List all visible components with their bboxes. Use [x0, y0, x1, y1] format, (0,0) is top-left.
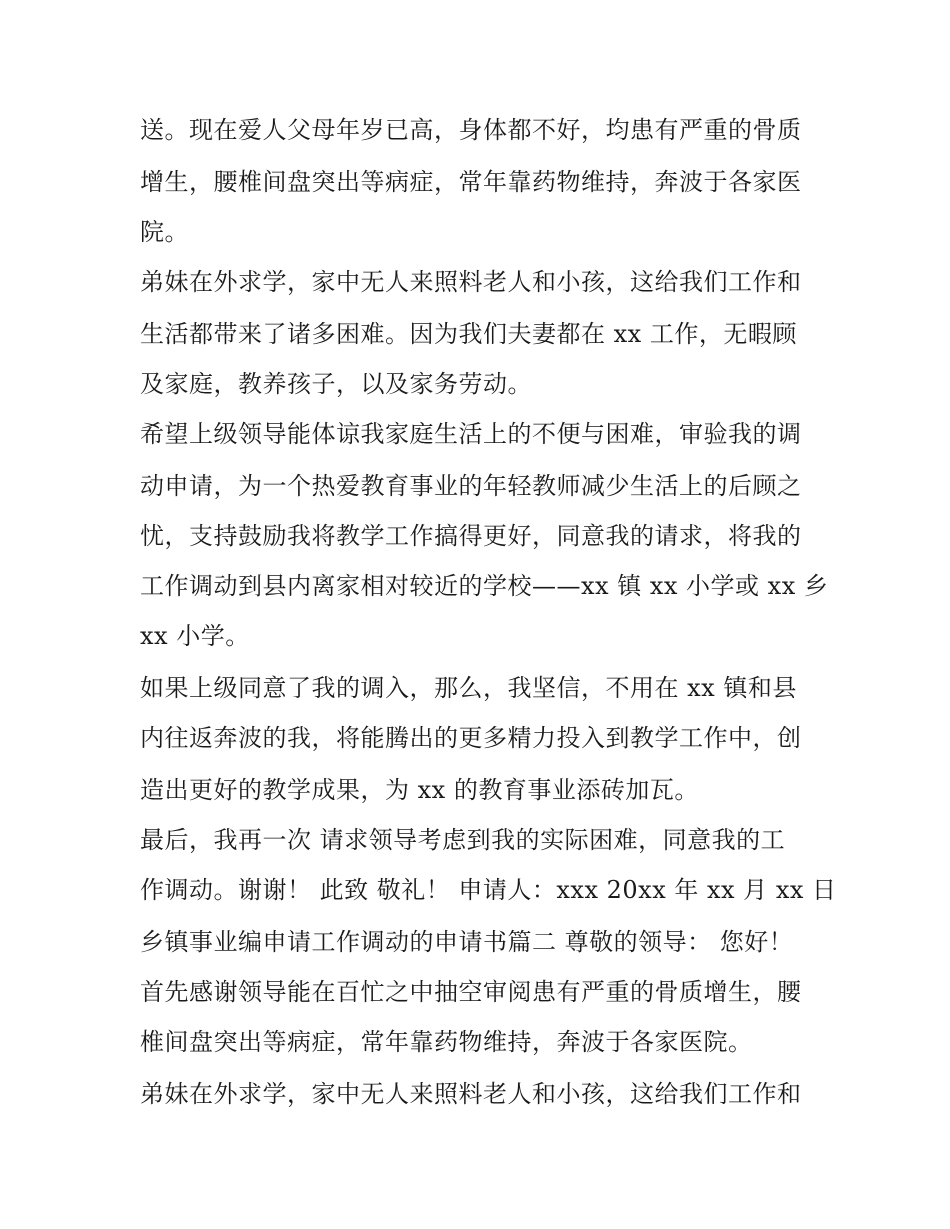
text-line: 弟妹在外求学，家中无人来照料老人和小孩，这给我们工作和	[140, 1080, 802, 1108]
text-line: 首先感谢领导能在百忙之中抽空审阅患有严重的骨质增生，腰	[140, 978, 802, 1006]
text-line: 希望上级领导能体谅我家庭生活上的不便与困难，审验我的调	[140, 420, 802, 448]
text-line: 生活都带来了诸多困难。因为我们夫妻都在 xx 工作，无暇顾	[140, 320, 797, 348]
text-line: 弟妹在外求学，家中无人来照料老人和小孩，这给我们工作和	[140, 268, 802, 296]
text-line: xx 小学。	[140, 622, 250, 650]
text-line: 椎间盘突出等病症，常年靠药物维持，奔波于各家医院。	[140, 1028, 753, 1056]
text-line: 及家庭，教养孩子，以及家务劳动。	[140, 370, 532, 398]
text-line: 如果上级同意了我的调入，那么，我坚信，不用在 xx 镇和县	[140, 674, 797, 702]
text-line: 增生，腰椎间盘突出等病症，常年靠药物维持，奔波于各家医	[140, 168, 802, 196]
text-line: 内往返奔波的我，将能腾出的更多精力投入到教学工作中，创	[140, 724, 802, 752]
text-line: 院。	[140, 218, 189, 246]
text-line: 最后，我再一次 请求领导考虑到我的实际困难，同意我的工	[140, 826, 786, 854]
text-line: 动申请，为一个热爱教育事业的年轻教师减少生活上的后顾之	[140, 472, 802, 500]
text-line: 乡镇事业编申请工作调动的申请书篇二 尊敬的领导： 您好！	[140, 928, 794, 956]
text-line: 造出更好的教学成果，为 xx 的教育事业添砖加瓦。	[140, 776, 699, 804]
text-line: 忧，支持鼓励我将教学工作搞得更好，同意我的请求，将我的	[140, 522, 802, 550]
text-line: 送。现在爱人父母年岁已高，身体都不好，均患有严重的骨质	[140, 116, 802, 144]
text-line: 工作调动到县内离家相对较近的学校——xx 镇 xx 小学或 xx 乡	[140, 572, 829, 600]
text-line: 作调动。谢谢！ 此致 敬礼！ 申请人：xxx 20xx 年 xx 月 xx 日	[140, 876, 837, 904]
